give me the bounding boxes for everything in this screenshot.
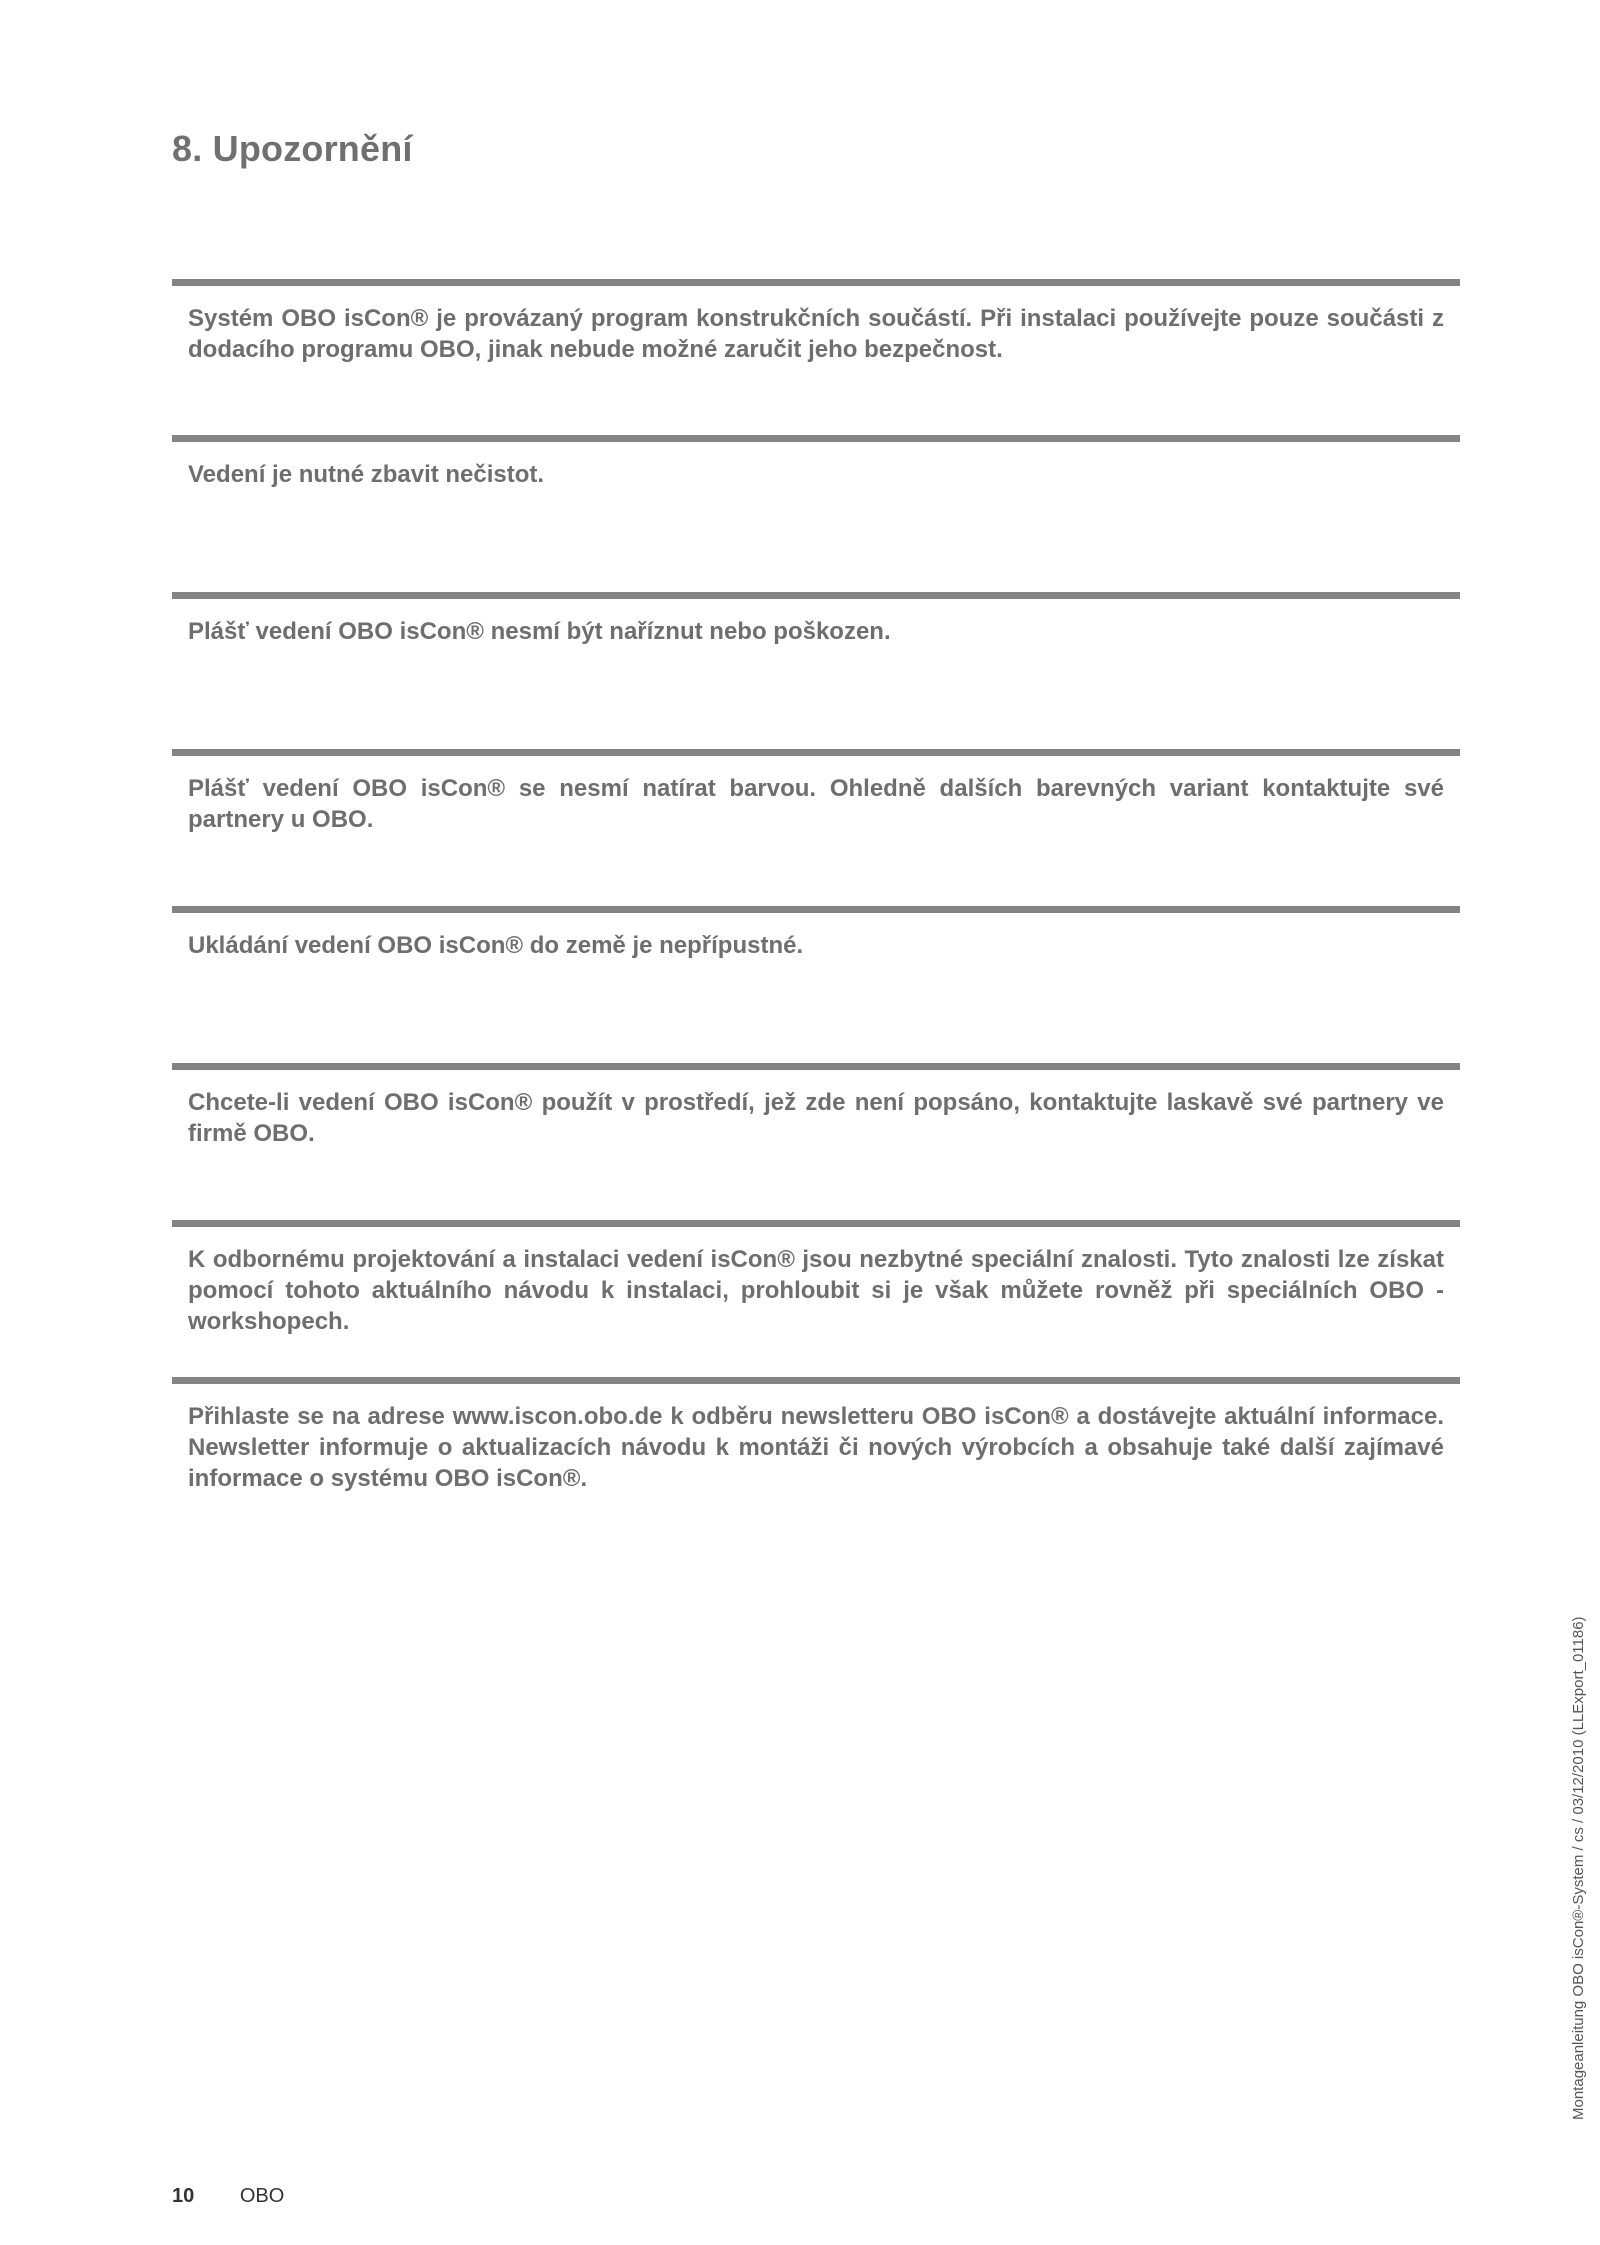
notice-text: Chcete-li vedení OBO isCon® použít v prostředí, jež zde není popsáno, kontaktujte laskavě své partnery ve firmě OBO. (188, 1089, 1444, 1147)
notice-divider (172, 1063, 1460, 1070)
page-number: 10 (172, 2185, 195, 2207)
notice-text: Plášť vedení OBO isCon® nesmí být naříznut nebo poškozen. (188, 618, 891, 645)
notice-block (172, 592, 1460, 647)
page-footer (172, 2185, 284, 2208)
notice-divider (172, 1377, 1460, 1384)
notice-block (172, 1220, 1460, 1337)
notice-divider (172, 435, 1460, 442)
notice-divider (172, 279, 1460, 286)
notice-text: Plášť vedení OBO isCon® se nesmí natírat barvou. Ohledně dalších barevných variant kontaktujte své partnery u OBO. (188, 775, 1444, 833)
notice-divider (172, 1220, 1460, 1227)
notice-text: Systém OBO isCon® je provázaný program konstrukčních součástí. Při instalaci používejte pouze součásti z dodacího programu OBO, jinak nebude možné zaručit jeho bezpečnost. (188, 305, 1444, 363)
document-reference: Montageanleitung OBO isCon®-System / cs / 03/12/2010 (LLExport_01186) (1570, 1616, 1587, 2120)
notice-text: Přihlaste se na adrese www.iscon.obo.de k odběru newsletteru OBO isCon® a dostávejte aktuální informace. Newsletter informuje o aktualizacích návodu k montáži či nových výrobcích a obsahuje také další zajímavé informace o systému OBO isCon®. (188, 1403, 1444, 1492)
notice-block (172, 1377, 1460, 1494)
notice-block (172, 279, 1460, 365)
page-title: 8. Upozornění (172, 128, 413, 169)
notice-text: Vedení je nutné zbavit nečistot. (188, 461, 545, 488)
notice-block (172, 435, 1460, 490)
notice-text: K odbornému projektování a instalaci vedení isCon® jsou nezbytné speciální znalosti. Tyto znalosti lze získat pomocí tohoto aktuálního návodu k instalaci, prohloubit si je však můžete rovněž při speciálních OBO - workshopech. (188, 1246, 1444, 1335)
notice-divider (172, 592, 1460, 599)
notice-divider (172, 749, 1460, 756)
notice-divider (172, 906, 1460, 913)
footer-brand: OBO (239, 2185, 285, 2207)
notice-block (172, 906, 1460, 961)
notice-block (172, 1063, 1460, 1149)
notice-text: Ukládání vedení OBO isCon® do země je nepřípustné. (188, 932, 804, 959)
notice-block (172, 749, 1460, 835)
